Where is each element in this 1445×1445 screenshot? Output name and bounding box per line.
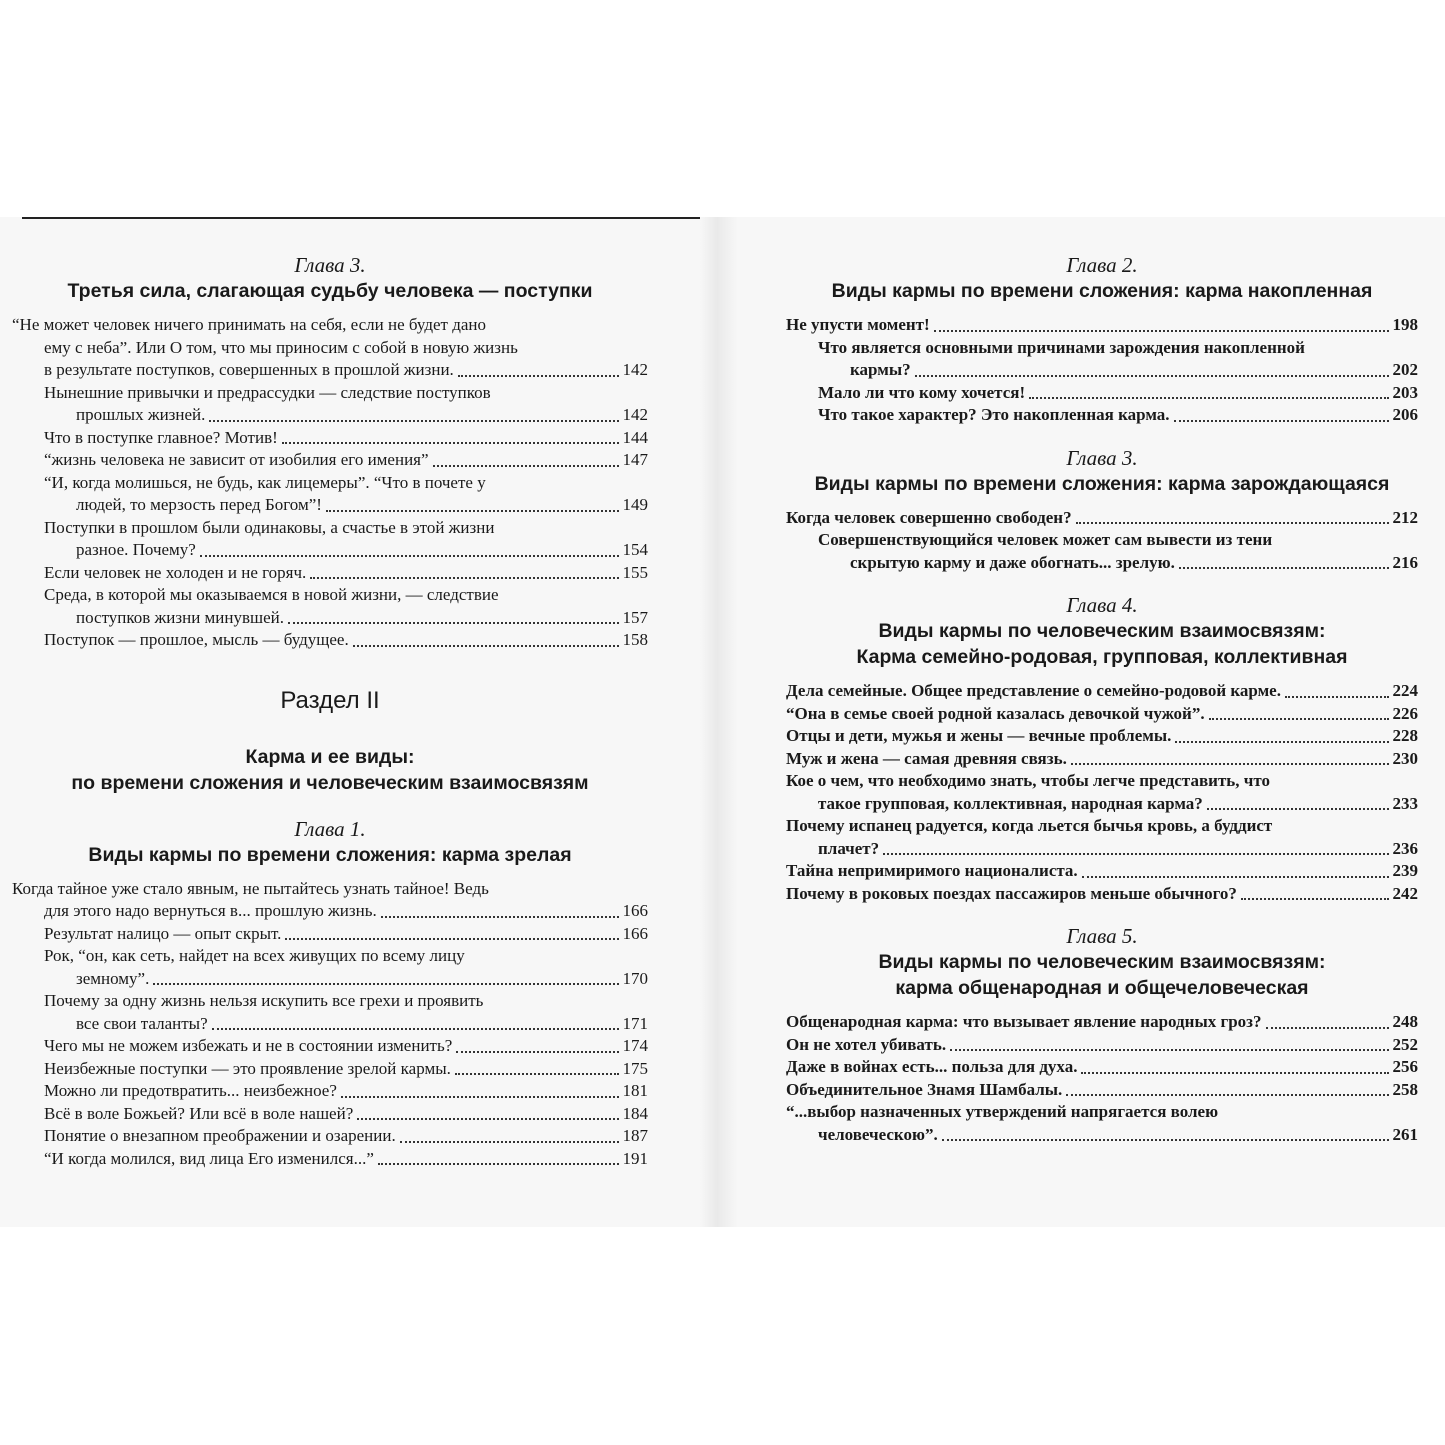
dot-leader — [1209, 718, 1389, 720]
toc-entry[interactable] — [44, 923, 648, 946]
page-number: 175 — [622, 1058, 648, 1078]
dot-leader — [942, 1139, 1389, 1141]
dot-leader — [1179, 567, 1389, 569]
dot-leader — [282, 442, 619, 444]
page-number: 239 — [1392, 861, 1418, 880]
toc-entry[interactable] — [786, 748, 1418, 771]
page-number: 144 — [622, 427, 648, 447]
section-title-line-2: по времени сложения и человеческим взаимосвязям — [71, 771, 589, 794]
toc-entry[interactable] — [44, 517, 648, 562]
page-number: 242 — [1392, 883, 1418, 903]
chapter-title: Виды кармы по человеческим взаимосвязям: — [878, 620, 1326, 642]
chapter-title: Виды кармы по времени сложения: карма накопленная — [831, 280, 1373, 302]
toc-entry-text: человеческою”. — [818, 1124, 938, 1144]
toc-entry-text: для этого надо вернуться в... прошлую жизнь. — [44, 901, 377, 920]
dot-leader — [1266, 1027, 1389, 1029]
toc-entry-text: Рок, “он, как сеть, найдет на всех живущих по всему лицу — [44, 946, 465, 965]
page-number: 216 — [1392, 552, 1418, 572]
toc-entry[interactable] — [44, 1148, 648, 1171]
chapter-block — [12, 252, 648, 652]
toc-entry[interactable] — [44, 584, 648, 629]
toc-entry[interactable] — [44, 1058, 648, 1081]
dot-leader — [288, 622, 618, 624]
toc-entry[interactable] — [818, 404, 1418, 427]
page-number: 149 — [622, 495, 648, 514]
page-number: 212 — [1392, 507, 1418, 527]
toc-entry-text: ему с неба”. Или О том, что мы приносим с собой в новую жизнь — [44, 337, 518, 357]
page-number: 228 — [1392, 726, 1418, 745]
dot-leader — [915, 375, 1389, 377]
dot-leader — [1081, 1072, 1388, 1074]
dot-leader — [1285, 696, 1389, 698]
page-number: 203 — [1392, 382, 1418, 402]
toc-entry[interactable] — [44, 990, 648, 1035]
toc-entry-text: земному”. — [76, 968, 150, 988]
toc-entry-text: Всё в воле Божьей? Или всё в воле нашей? — [44, 1103, 354, 1123]
toc-entry-text: Не упусти момент! — [786, 315, 930, 334]
section-heading — [12, 686, 648, 796]
toc-entry-text: поступков жизни минувшей. — [76, 607, 285, 627]
toc-entry-text: Мало ли что кому хочется! — [818, 382, 1026, 402]
toc-entries — [786, 507, 1418, 575]
toc-entry-text: разное. Почему? — [76, 540, 196, 559]
toc-entry-text: “Она в семье своей родной казалась девочкой чужой”. — [786, 703, 1205, 723]
dot-leader — [353, 645, 619, 647]
page-number: 184 — [622, 1103, 648, 1123]
page-number: 261 — [1392, 1124, 1418, 1144]
toc-entry-text: в результате поступков, совершенных в прошлой жизни. — [44, 360, 454, 379]
page-number: 155 — [622, 562, 648, 582]
chapter-block — [786, 445, 1418, 575]
toc-entry[interactable] — [44, 1080, 648, 1103]
toc-entry-text: Кое о чем, что необходимо знать, чтобы легче представить, что — [786, 771, 1271, 790]
chapter-label: Глава 3. — [1066, 445, 1138, 470]
toc-entry-text: “И, когда молишься, не будь, как лицемеры”. “Что в почете у — [44, 472, 486, 492]
toc-entries — [786, 314, 1418, 427]
toc-entry-text: Нынешние привычки и предрассудки — следствие поступков — [44, 382, 491, 402]
toc-entry-text: Даже в войнах есть... польза для духа. — [786, 1057, 1078, 1076]
toc-entry-text: прошлых жизней. — [76, 405, 206, 424]
toc-entry-text: все свои таланты? — [76, 1013, 208, 1033]
toc-entry[interactable] — [786, 1079, 1418, 1102]
chapter-block — [786, 592, 1418, 905]
toc-entry-text: “Не может человек ничего принимать на себя, если не будет дано — [12, 315, 486, 334]
dot-leader — [400, 1141, 619, 1143]
dot-leader — [456, 1051, 618, 1053]
page-number: 154 — [622, 540, 648, 559]
section-title-line-1: Карма и ее виды: — [245, 745, 415, 768]
toc-entry-text: “жизнь человека не зависит от изобилия его имения” — [44, 450, 429, 469]
dot-leader — [326, 510, 619, 512]
toc-entry[interactable] — [44, 629, 648, 652]
toc-entry-text: людей, то мерзость перед Богом”! — [76, 495, 322, 514]
toc-entry[interactable] — [44, 1035, 648, 1058]
toc-entry-text: Поступок — прошлое, мысль — будущее. — [44, 630, 349, 649]
dot-leader — [200, 555, 619, 557]
chapter-block — [786, 923, 1418, 1146]
page-number: 187 — [622, 1126, 648, 1145]
toc-entry[interactable] — [44, 1125, 648, 1148]
page-number: 181 — [622, 1081, 648, 1100]
page-number: 166 — [622, 901, 648, 920]
page-number: 202 — [1392, 360, 1418, 379]
page-number: 170 — [622, 968, 648, 988]
toc-entry-text: Общенародная карма: что вызывает явление народных гроз? — [786, 1012, 1262, 1031]
page-number: 171 — [622, 1013, 648, 1033]
chapter-label: Глава 2. — [1066, 253, 1138, 277]
chapter-label: Глава 3. — [294, 253, 366, 277]
page-number: 233 — [1392, 793, 1418, 813]
dot-leader — [341, 1096, 619, 1098]
toc-entry-text: Дела семейные. Общее представление о семейно-родовой карме. — [786, 681, 1281, 700]
toc-entry[interactable] — [44, 945, 648, 990]
toc-entry-text: Что является основными причинами зарождения накопленной — [818, 337, 1305, 357]
toc-entry-text: “И когда молился, вид лица Его изменился...” — [44, 1148, 374, 1168]
dot-leader — [153, 983, 618, 985]
dot-leader — [378, 1163, 619, 1165]
toc-entry-text: Почему за одну жизнь нельзя искупить все грехи и проявить — [44, 991, 484, 1010]
toc-entry-text: Можно ли предотвратить... неизбежное? — [44, 1081, 337, 1100]
toc-entry[interactable] — [786, 507, 1418, 530]
toc-entry[interactable] — [786, 883, 1418, 906]
toc-entry-text: Совершенствующийся человек может сам вывести из тени — [818, 530, 1273, 549]
page-number: 258 — [1392, 1079, 1418, 1099]
chapter-title: карма общенародная и общечеловеческая — [895, 977, 1309, 999]
toc-entry-text: Что в поступке главное? Мотив! — [44, 427, 278, 447]
dot-leader — [1174, 420, 1389, 422]
toc-entry[interactable] — [818, 529, 1418, 574]
toc-entry-text: Когда тайное уже стало явным, не пытайтесь узнать тайное! Ведь — [12, 878, 489, 898]
page-number: 142 — [622, 405, 648, 424]
dot-leader — [934, 330, 1389, 332]
toc-entry-text: Поступки в прошлом были одинаковы, а счастье в этой жизни — [44, 517, 495, 537]
chapter-label: Глава 1. — [294, 816, 366, 841]
toc-entry-text: Неизбежные поступки — это проявление зрелой кармы. — [44, 1058, 451, 1078]
page-number: 256 — [1392, 1057, 1418, 1076]
toc-entry[interactable] — [44, 382, 648, 427]
toc-entry-text: скрытую карму и даже обогнать... зрелую. — [850, 552, 1175, 572]
toc-entry-text: Тайна непримиримого националиста. — [786, 861, 1078, 880]
chapter-title: Виды кармы по времени сложения: карма зарождающаяся — [814, 472, 1390, 495]
toc-entries — [12, 878, 648, 1171]
dot-leader — [1175, 741, 1388, 743]
page-number: 147 — [622, 450, 648, 469]
chapter-label: Глава 4. — [1066, 593, 1138, 617]
dot-leader — [285, 938, 618, 940]
dot-leader — [433, 465, 619, 467]
toc-entry-text: Чего мы не можем избежать и не в состоянии изменить? — [44, 1036, 453, 1055]
toc-entry-text: Когда человек совершенно свободен? — [786, 507, 1072, 527]
toc-entries — [12, 314, 648, 652]
toc-entry[interactable] — [786, 1034, 1418, 1057]
toc-entry-text: Он не хотел убивать. — [786, 1034, 947, 1054]
dot-leader — [1082, 876, 1389, 878]
toc-entry-text: Результат налицо — опыт скрыт. — [44, 923, 282, 943]
toc-entry[interactable] — [12, 878, 648, 923]
dot-leader — [381, 916, 619, 918]
dot-leader — [310, 577, 618, 579]
toc-entry[interactable] — [44, 1103, 648, 1126]
toc-entry[interactable] — [818, 337, 1418, 382]
dot-leader — [950, 1049, 1388, 1051]
toc-entry-text: “...выбор назначенных утверждений напрягается волею — [786, 1102, 1219, 1121]
page-number: 166 — [622, 923, 648, 943]
page-number: 236 — [1392, 838, 1418, 858]
toc-entry-text: Муж и жена — самая древняя связь. — [786, 748, 1067, 768]
dot-leader — [1029, 397, 1388, 399]
toc-entries — [786, 680, 1418, 905]
page-number: 157 — [622, 607, 648, 627]
chapter-block — [12, 816, 648, 1171]
toc-entry[interactable] — [44, 427, 648, 450]
toc-entry[interactable] — [786, 680, 1418, 703]
toc-entry-text: такое групповая, коллективная, народная карма? — [818, 793, 1203, 813]
toc-entry[interactable] — [786, 703, 1418, 726]
dot-leader — [458, 375, 619, 377]
page-number: 191 — [622, 1148, 648, 1168]
chapter-block — [786, 252, 1418, 427]
toc-entry[interactable] — [786, 860, 1418, 883]
toc-entry-text: Почему испанец радуется, когда льется бычья кровь, а буддист — [786, 816, 1273, 835]
dot-leader — [1076, 522, 1389, 524]
toc-entry-text: Объединительное Знамя Шамбалы. — [786, 1079, 1063, 1099]
page-number: 248 — [1392, 1012, 1418, 1031]
toc-entry[interactable] — [44, 472, 648, 517]
toc-entry-text: Среда, в которой мы оказываемся в новой жизни, — следствие — [44, 585, 499, 604]
dot-leader — [1066, 1094, 1388, 1096]
toc-entry[interactable] — [786, 1056, 1418, 1079]
chapter-title: Виды кармы по времени сложения: карма зрелая — [88, 843, 572, 866]
page-number: 198 — [1392, 315, 1418, 334]
toc-entry-text: кармы? — [850, 360, 911, 379]
toc-entry-text: Если человек не холоден и не горяч. — [44, 562, 307, 582]
page-number: 226 — [1392, 703, 1418, 723]
toc-entry[interactable] — [786, 770, 1418, 815]
toc-entry[interactable] — [12, 314, 648, 382]
toc-entries — [786, 1011, 1418, 1146]
page-number: 206 — [1392, 405, 1418, 424]
chapter-title: Третья сила, слагающая судьбу человека — поступки — [67, 280, 593, 302]
page-number: 224 — [1392, 681, 1418, 700]
chapter-title: Виды кармы по человеческим взаимосвязям: — [878, 951, 1326, 973]
toc-entry-text: Что такое характер? Это накопленная карма. — [818, 405, 1170, 424]
toc-entry-text: Понятие о внезапном преображении и озарении. — [44, 1126, 396, 1145]
page-number: 252 — [1392, 1034, 1418, 1054]
page-number: 158 — [622, 630, 648, 649]
toc-entry[interactable] — [44, 449, 648, 472]
left-page — [12, 252, 648, 1188]
right-page — [786, 252, 1418, 1164]
dot-leader — [1071, 763, 1389, 765]
toc-entry[interactable] — [786, 725, 1418, 748]
page-number: 230 — [1392, 748, 1418, 768]
dot-leader — [209, 420, 618, 422]
page-number: 174 — [622, 1036, 648, 1055]
chapter-label: Глава 5. — [1066, 924, 1138, 948]
page-number: 142 — [622, 360, 648, 379]
section-label: Раздел II — [280, 686, 380, 714]
dot-leader — [883, 853, 1388, 855]
toc-entry-text: Отцы и дети, мужья и жены — вечные проблемы. — [786, 726, 1172, 745]
chapter-title: Карма семейно-родовая, групповая, коллективная — [856, 646, 1348, 668]
toc-entry[interactable] — [786, 314, 1418, 337]
toc-entry[interactable] — [44, 562, 648, 585]
book-gutter — [700, 217, 738, 1227]
dot-leader — [357, 1118, 618, 1120]
dot-leader — [212, 1028, 619, 1030]
toc-entry-text: плачет? — [818, 838, 880, 858]
toc-entry-text: Почему в роковых поездах пассажиров меньше обычного? — [786, 883, 1237, 903]
toc-entry[interactable] — [786, 815, 1418, 860]
toc-entry[interactable] — [786, 1101, 1418, 1146]
toc-entry[interactable] — [786, 1011, 1418, 1034]
toc-entry[interactable] — [818, 382, 1418, 405]
dot-leader — [1241, 898, 1389, 900]
top-rule — [22, 217, 712, 219]
dot-leader — [1207, 808, 1389, 810]
dot-leader — [455, 1073, 619, 1075]
